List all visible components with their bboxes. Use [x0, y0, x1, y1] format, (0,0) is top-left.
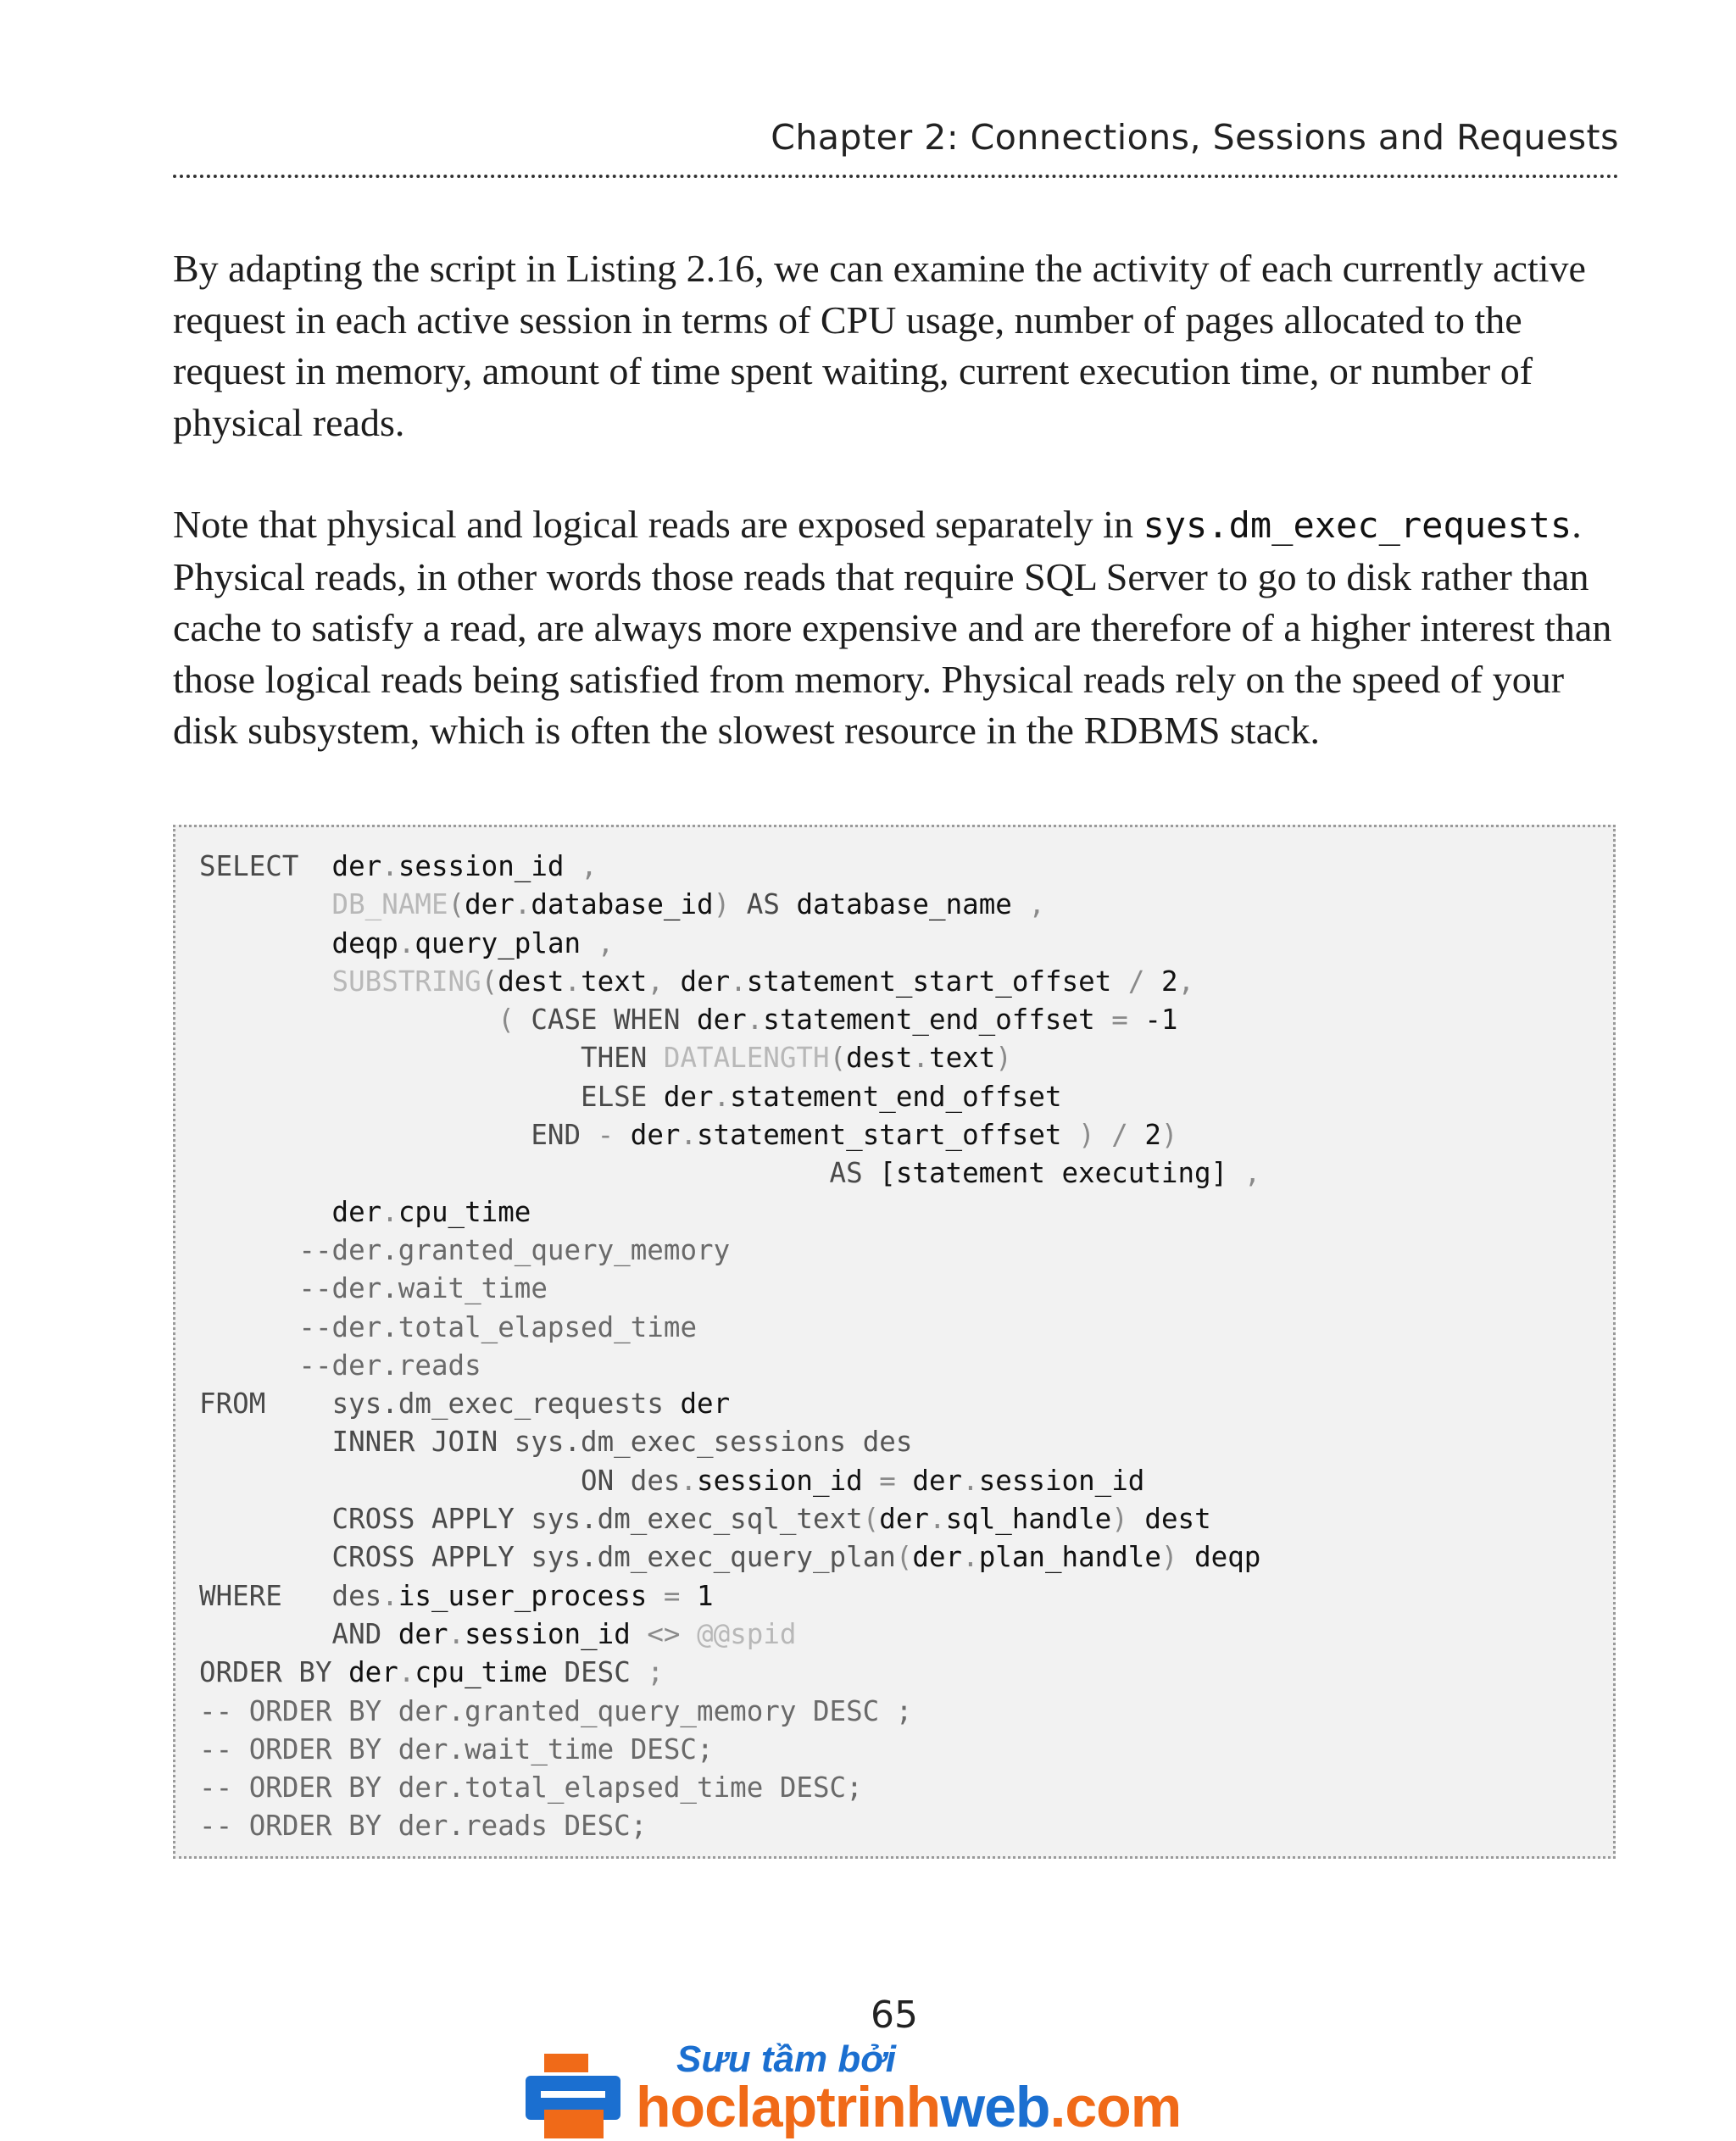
code-token: statement_end_offset — [763, 1004, 1095, 1037]
code-token: der — [680, 965, 731, 998]
code-token: DB_NAME — [331, 888, 448, 921]
code-token: session_id — [398, 850, 565, 882]
sql-code-block — [199, 848, 1260, 1846]
code-token: 1 — [697, 1579, 714, 1612]
code-token — [199, 1042, 581, 1074]
code-token: deqp — [1177, 1541, 1261, 1574]
code-token: der — [348, 1656, 398, 1689]
watermark-logo — [526, 2038, 1221, 2141]
code-token: ORDER BY — [199, 1656, 349, 1689]
code-token: --der.reads — [298, 1349, 481, 1382]
code-token: ) — [1160, 1119, 1178, 1152]
code-token: ; — [630, 1656, 664, 1689]
code-token: session_id — [465, 1617, 631, 1650]
code-token: END — [531, 1119, 581, 1152]
code-token: text — [581, 965, 648, 998]
code-token — [265, 1387, 331, 1420]
code-token: der — [331, 1195, 382, 1228]
code-token: DESC — [547, 1656, 631, 1689]
code-token: der — [697, 1004, 747, 1037]
paragraph-2-text-start: Note that physical and logical reads are exposed separately in — [173, 503, 1143, 546]
code-token — [199, 1157, 830, 1189]
code-token: -- ORDER BY der.granted_query_memory DESC ; — [199, 1694, 913, 1727]
code-token: cpu_time — [415, 1656, 548, 1689]
code-token: . — [928, 1503, 946, 1536]
code-line — [199, 1347, 1260, 1385]
printer-logo-icon — [526, 2050, 620, 2141]
code-token: sql_handle — [945, 1503, 1112, 1536]
code-token: statement_end_offset — [730, 1080, 1062, 1113]
code-token: , — [1011, 888, 1045, 921]
code-token: der — [465, 888, 515, 921]
code-token — [199, 1503, 332, 1535]
watermark-site-part-3: .com — [1049, 2075, 1182, 2139]
code-token — [199, 1004, 498, 1036]
code-token: --der.wait_time — [298, 1272, 548, 1305]
code-token: der — [912, 1464, 963, 1497]
code-token: ON — [581, 1464, 631, 1497]
header-divider — [173, 175, 1619, 178]
code-token: des — [846, 1426, 913, 1459]
code-token: AND — [331, 1617, 398, 1650]
code-token — [199, 1465, 581, 1497]
code-token: session_id — [697, 1464, 863, 1497]
code-token: . — [398, 926, 415, 959]
code-line — [199, 1615, 1260, 1654]
code-token: ) — [1160, 1541, 1178, 1574]
code-token — [199, 1426, 332, 1458]
code-token: dest — [846, 1042, 913, 1075]
code-token: . — [746, 1004, 764, 1037]
code-token: -- ORDER BY der.total_elapsed_time DESC; — [199, 1771, 863, 1805]
code-token: -1 — [1144, 1004, 1178, 1037]
code-token: des — [331, 1579, 382, 1612]
code-token: ( — [829, 1042, 847, 1075]
code-token: <> — [630, 1617, 698, 1650]
code-token: [statement executing] — [879, 1157, 1228, 1190]
code-token: . — [381, 1195, 398, 1228]
code-token — [199, 1196, 332, 1228]
code-line — [199, 1577, 1260, 1615]
code-token: is_user_process — [398, 1579, 648, 1612]
code-line — [199, 1154, 1260, 1193]
code-token: , — [581, 926, 615, 959]
code-token: des — [630, 1464, 681, 1497]
watermark-site — [636, 2074, 1181, 2140]
code-token: ) — [995, 1042, 1012, 1075]
code-line — [199, 1731, 1260, 1769]
code-token: database_name — [796, 888, 1012, 921]
code-token: ( — [895, 1541, 913, 1574]
watermark-subtitle: Sưu tầm bởi — [676, 2038, 896, 2080]
code-line — [199, 1385, 1260, 1423]
code-token — [199, 1311, 298, 1343]
code-token: der — [630, 1119, 681, 1152]
code-token: --der.granted_query_memory — [298, 1233, 731, 1266]
chapter-header: Chapter 2: Connections, Sessions and Requests — [771, 117, 1619, 158]
code-token: , — [1177, 965, 1195, 998]
code-line — [199, 1078, 1260, 1116]
code-token: CROSS APPLY — [331, 1541, 531, 1574]
code-token: THEN — [581, 1042, 664, 1075]
code-token: sys.dm_exec_sessions — [514, 1426, 847, 1459]
code-token: der — [663, 1387, 731, 1421]
code-token: session_id — [978, 1464, 1145, 1497]
code-token: , — [564, 850, 598, 882]
code-token: / — [1111, 965, 1161, 998]
code-token: . — [448, 1617, 465, 1650]
code-token: . — [912, 1042, 929, 1075]
code-token: . — [962, 1464, 979, 1497]
code-token: . — [564, 965, 581, 998]
code-line — [199, 1309, 1260, 1347]
code-line — [199, 1193, 1260, 1232]
code-line — [199, 1693, 1260, 1731]
code-token: der — [663, 1080, 714, 1113]
code-listing — [173, 825, 1616, 1859]
code-token: ( — [498, 1004, 531, 1037]
code-token — [199, 1541, 332, 1573]
code-line — [199, 1039, 1260, 1077]
code-token: ) — [1111, 1503, 1128, 1536]
code-token: . — [514, 888, 531, 921]
code-token: deqp — [331, 926, 398, 959]
code-token: text — [929, 1042, 996, 1075]
code-token — [199, 1081, 581, 1113]
code-token: CROSS APPLY — [331, 1503, 531, 1536]
code-token: - — [581, 1119, 631, 1152]
code-token: der — [331, 850, 382, 882]
code-token — [199, 1349, 298, 1382]
code-line — [199, 1538, 1260, 1577]
code-token — [199, 965, 332, 998]
page-number: 65 — [871, 1994, 918, 2037]
code-token: CASE WHEN — [531, 1004, 698, 1037]
code-line — [199, 1423, 1260, 1461]
code-token: SELECT — [199, 850, 299, 882]
code-token: cpu_time — [398, 1195, 531, 1228]
code-token — [199, 1234, 298, 1266]
code-line — [199, 1769, 1260, 1807]
code-token — [298, 850, 331, 882]
code-token: AS — [829, 1157, 880, 1190]
code-token — [282, 1580, 332, 1612]
code-token: statement_start_offset — [746, 965, 1112, 998]
code-line — [199, 1001, 1260, 1039]
inline-code-dmv: sys.dm_exec_requests — [1143, 504, 1572, 546]
code-token: . — [381, 850, 398, 882]
code-token: statement_start_offset — [697, 1119, 1062, 1152]
code-token — [199, 1618, 332, 1650]
code-token: ( — [862, 1503, 880, 1536]
code-line — [199, 848, 1260, 886]
code-token: FROM — [199, 1387, 266, 1421]
code-token: --der.total_elapsed_time — [298, 1310, 698, 1343]
code-token: sys.dm_exec_requests — [331, 1387, 664, 1421]
code-token: sys.dm_exec_sql_text — [531, 1503, 863, 1536]
code-token: 2 — [1144, 1119, 1161, 1152]
code-token: . — [398, 1656, 415, 1689]
code-token: ( — [448, 888, 465, 921]
code-token — [199, 1119, 531, 1151]
paragraph-2 — [173, 499, 1631, 757]
paragraph-1: By adapting the script in Listing 2.16, we can examine the activity of each currently active request in each active session in terms of CPU usage, number of pages allocated to the request in memory, amount of time spent waiting, current execution time, or number of physical reads. — [173, 247, 1586, 444]
code-line — [199, 1232, 1260, 1270]
code-line — [199, 1116, 1260, 1154]
code-token: ) / — [1061, 1119, 1145, 1152]
code-token: ELSE — [581, 1080, 664, 1113]
code-token: , — [647, 965, 681, 998]
code-token: @@spid — [697, 1617, 797, 1650]
code-line — [199, 1462, 1260, 1500]
code-token: 2 — [1160, 965, 1178, 998]
code-token: der — [879, 1503, 929, 1536]
code-token — [199, 1272, 298, 1304]
code-token: . — [381, 1579, 398, 1612]
code-line — [199, 1654, 1260, 1692]
code-token: SUBSTRING — [331, 965, 481, 998]
code-token: der — [912, 1541, 963, 1574]
code-line — [199, 886, 1260, 924]
code-token: ) — [713, 888, 731, 921]
code-token: INNER JOIN — [331, 1426, 515, 1459]
code-line — [199, 925, 1260, 963]
code-line — [199, 1270, 1260, 1308]
watermark-site-part-1: hoclaptrinh — [636, 2075, 941, 2139]
code-token — [199, 927, 332, 959]
code-token: database_id — [531, 888, 714, 921]
code-token: -- ORDER BY der.wait_time DESC; — [199, 1732, 714, 1766]
code-token: sys.dm_exec_query_plan — [531, 1541, 896, 1574]
code-line — [199, 1500, 1260, 1538]
code-token: DATALENGTH — [663, 1042, 830, 1075]
code-token: . — [680, 1464, 698, 1497]
code-token: der — [398, 1617, 448, 1650]
code-token: . — [713, 1080, 731, 1113]
code-token: query_plan — [415, 926, 581, 959]
code-token: dest — [1127, 1503, 1211, 1536]
code-token: = — [1094, 1004, 1145, 1037]
code-token: plan_handle — [978, 1541, 1161, 1574]
code-line — [199, 963, 1260, 1001]
watermark-site-part-2: web — [940, 2075, 1050, 2139]
code-token — [199, 888, 332, 920]
code-token: dest — [498, 965, 565, 998]
code-line — [199, 1807, 1260, 1845]
code-token: . — [680, 1119, 698, 1152]
code-token: ( — [481, 965, 498, 998]
code-token: . — [730, 965, 747, 998]
paragraph-2-text-end: . Physical reads, in other words those reads that require SQL Server to go to disk rather than cache to satisfy a read, are always more expensive and are therefore of a higher interest than those logical reads being satisfied from memory. Physical reads rely on the speed of your disk subsystem, which is often the slowest resource in the RDBMS stack. — [173, 503, 1612, 752]
code-token: -- ORDER BY der.reads DESC; — [199, 1810, 648, 1843]
code-token: WHERE — [199, 1579, 282, 1612]
code-token: = — [862, 1464, 913, 1497]
code-token: . — [962, 1541, 979, 1574]
code-token: = — [647, 1579, 698, 1612]
code-token: AS — [730, 888, 797, 921]
code-token: , — [1227, 1157, 1261, 1190]
